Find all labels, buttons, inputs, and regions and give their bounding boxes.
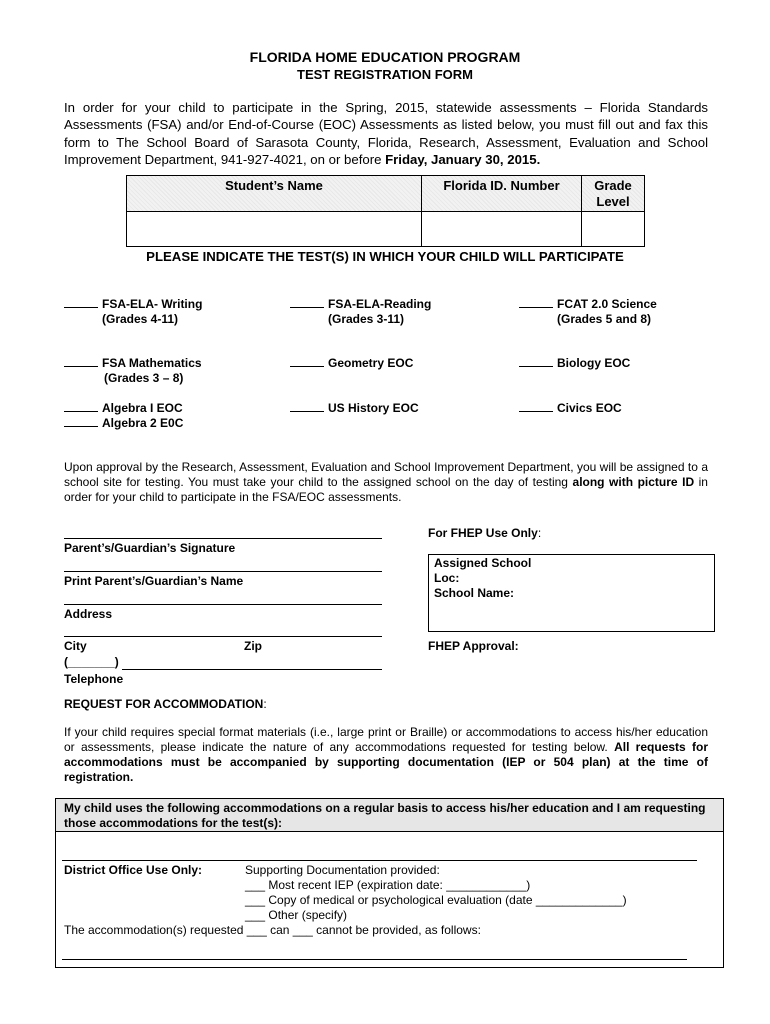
col-grade-line2: Level — [596, 194, 630, 209]
checkbox-blank[interactable] — [290, 356, 324, 367]
test-label: FSA Mathematics — [102, 356, 202, 370]
fhep-school-box — [428, 554, 715, 632]
intro-deadline: Friday, January 30, 2015. — [385, 152, 541, 168]
print-name-line[interactable] — [64, 571, 382, 572]
accommodation-paragraph — [64, 725, 708, 785]
checkbox-blank[interactable] — [290, 401, 324, 412]
test-label: US History EOC — [328, 401, 419, 415]
print-name-label: Print Parent’s/Guardian’s Name — [64, 574, 244, 588]
decision-write-line[interactable] — [62, 959, 687, 960]
test-us-history[interactable] — [290, 401, 419, 416]
supporting-doc-label: Supporting Documentation provided: — [245, 863, 440, 877]
col-grade-level — [582, 178, 644, 210]
test-label: FSA-ELA-Reading — [328, 297, 432, 311]
zip-label: Zip — [244, 639, 262, 653]
approval-tail: in order for your child to participate in the FSA/EOC assessments. — [64, 475, 708, 504]
option-medical-eval[interactable]: ___ Copy of medical or psychological evaluation (date _____________) — [245, 893, 627, 907]
test-label: Algebra I EOC — [102, 401, 183, 415]
tests-heading: PLEASE INDICATE THE TEST(S) IN WHICH YOUR CHILD WILL PARTICIPATE — [146, 249, 624, 264]
accommodation-write-line[interactable] — [62, 860, 697, 861]
checkbox-blank[interactable] — [519, 356, 553, 367]
test-algebra1[interactable] — [64, 401, 183, 416]
district-use-label: District Office Use Only: — [64, 863, 203, 877]
fhep-use-only-text: For FHEP Use Only — [428, 526, 538, 540]
signature-line[interactable] — [64, 538, 382, 539]
checkbox-blank[interactable] — [290, 297, 324, 308]
accommodation-heading-text: REQUEST FOR ACCOMMODATION — [64, 697, 264, 711]
student-name-input[interactable] — [127, 212, 421, 246]
loc-label: Loc: — [434, 571, 460, 585]
test-label: Civics EOC — [557, 401, 622, 415]
accommodation-decision[interactable]: The accommodation(s) requested ___ can ___ cannot be provided, as follows: — [64, 923, 481, 937]
test-label: Geometry EOC — [328, 356, 414, 370]
assigned-school-label: Assigned School — [434, 556, 532, 570]
col-florida-id: Florida ID. Number — [443, 178, 560, 193]
fhep-use-only-label — [428, 526, 541, 540]
test-fsa-reading[interactable] — [290, 297, 431, 327]
test-biology[interactable] — [519, 356, 630, 371]
test-grades: (Grades 5 and 8) — [557, 312, 652, 326]
checkbox-blank[interactable] — [519, 297, 553, 308]
test-fsa-math[interactable] — [64, 356, 202, 386]
test-civics[interactable] — [519, 401, 622, 416]
telephone-line[interactable] — [122, 669, 382, 670]
city-zip-line[interactable] — [64, 636, 382, 637]
test-grades: (Grades 3 – 8) — [104, 371, 184, 385]
parent-signature-label: Parent’s/Guardian’s Signature — [64, 541, 236, 555]
grade-level-input[interactable] — [582, 212, 644, 246]
test-algebra2[interactable] — [64, 416, 183, 431]
test-label: FSA-ELA- Writing — [102, 297, 203, 311]
student-info-table — [126, 175, 645, 247]
test-label: Algebra 2 E0C — [102, 416, 184, 430]
checkbox-blank[interactable] — [64, 356, 98, 367]
florida-id-input[interactable] — [422, 212, 581, 246]
intro-text: In order for your child to participate in the Spring, 2015, statewide assessments – Florida Standards Assessments (FSA) and/or End-of-Course (EOC) Assessments as listed below, you must fill out and fax this form to The School Board of Sarasota County, Florida, Research, Assessment, Evaluation and School Improvement Department, 941-927-4021, on or before — [64, 100, 708, 168]
accommodation-box — [55, 798, 724, 968]
option-iep[interactable]: ___ Most recent IEP (expiration date: ____________) — [245, 878, 531, 892]
approval-text: Upon approval by the Research, Assessment, Evaluation and School Improvement Department, you will be assigned to a school site for testing. You must take your child to the assigned school on the day of testing — [64, 460, 708, 489]
city-label: City — [64, 639, 87, 653]
telephone-label: Telephone — [64, 672, 124, 686]
approval-bold: along with picture ID — [572, 475, 695, 489]
approval-paragraph — [64, 460, 708, 505]
checkbox-blank[interactable] — [64, 297, 98, 308]
accommodation-box-header-text: My child uses the following accommodations on a regular basis to access his/her education and I am requesting those accommodations for the test(s): — [64, 801, 706, 830]
test-label: FCAT 2.0 Science — [557, 297, 657, 311]
test-grades: (Grades 3-11) — [328, 312, 405, 326]
checkbox-blank[interactable] — [519, 401, 553, 412]
col-student-name: Student’s Name — [225, 178, 323, 193]
intro-paragraph — [64, 99, 708, 169]
test-fsa-writing[interactable] — [64, 297, 202, 327]
form-subtitle: TEST REGISTRATION FORM — [297, 67, 473, 82]
accommodation-box-header — [56, 799, 723, 832]
test-label: Biology EOC — [557, 356, 631, 370]
option-other[interactable]: ___ Other (specify) — [245, 908, 348, 922]
fhep-approval-label: FHEP Approval: — [428, 639, 519, 653]
fhep-use-only-colon: : — [537, 526, 542, 540]
school-name-label: School Name: — [434, 586, 515, 600]
test-fcat-science[interactable] — [519, 297, 657, 327]
col-grade-line1: Grade — [594, 178, 632, 193]
address-line[interactable] — [64, 604, 382, 605]
checkbox-blank[interactable] — [64, 416, 98, 427]
accommodation-bold: All requests for accommodations must be accompanied by supporting documentation (IEP or 504 plan) at the time of registration. — [64, 740, 708, 784]
accommodation-heading-colon: : — [263, 697, 267, 711]
checkbox-blank[interactable] — [64, 401, 98, 412]
test-geometry[interactable] — [290, 356, 413, 371]
area-code-field[interactable]: (_______) — [64, 655, 119, 669]
address-label: Address — [64, 607, 113, 621]
test-grades: (Grades 4-11) — [102, 312, 179, 326]
accommodation-heading — [64, 697, 267, 711]
accommodation-text: If your child requires special format materials (i.e., large print or Braille) or accommodations to access his/her education or assessments, please indicate the nature of any accommodations requested for testing below. — [64, 725, 708, 754]
form-title: FLORIDA HOME EDUCATION PROGRAM — [249, 49, 521, 65]
